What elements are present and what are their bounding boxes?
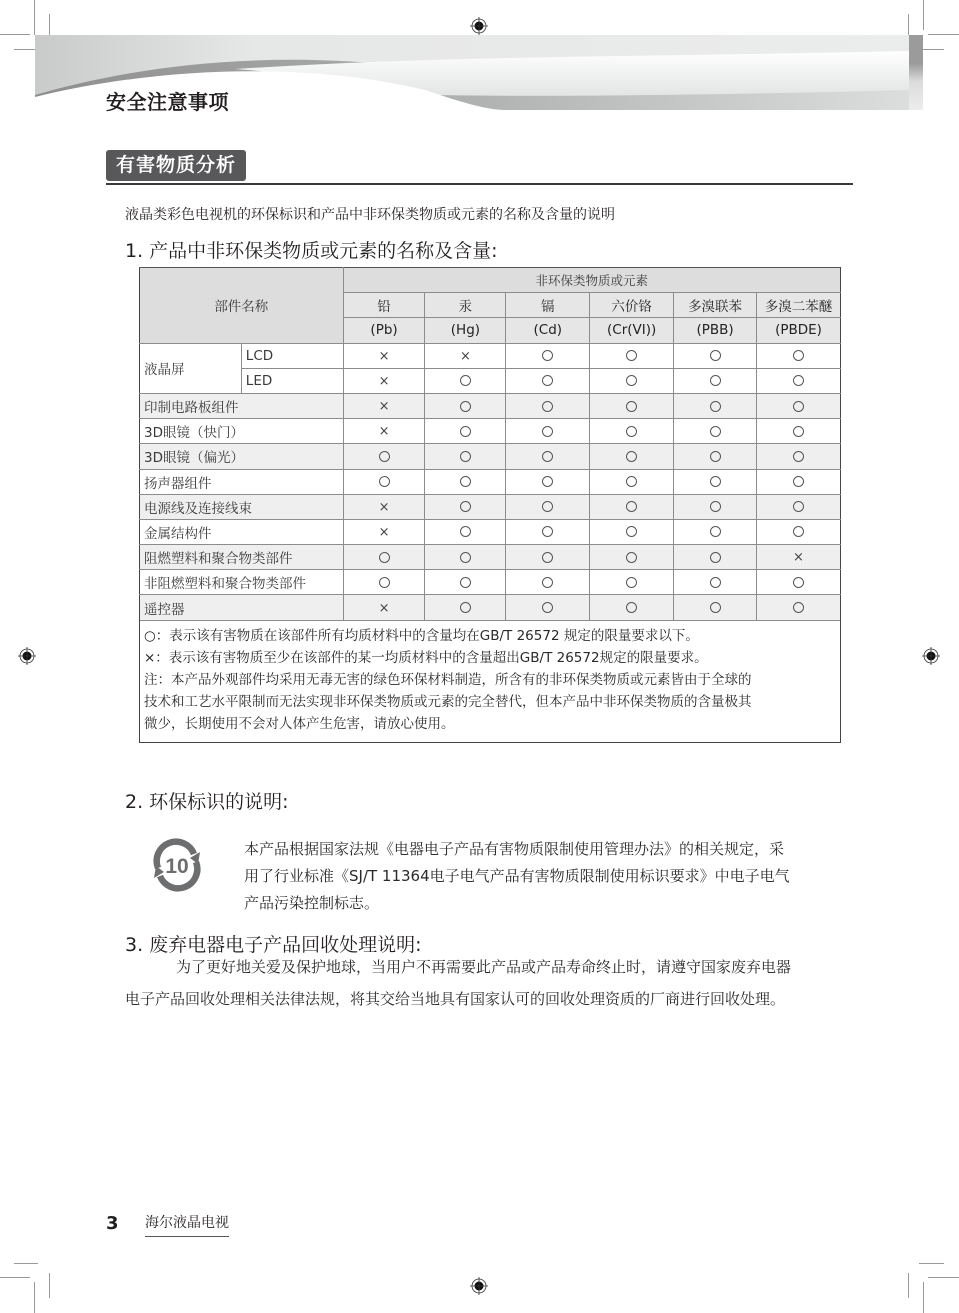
substance-value-cell: [343, 519, 425, 544]
compliant-circle-icon: [793, 426, 804, 437]
substance-value-cell: [590, 393, 674, 418]
sub-part-cell: LED: [241, 368, 343, 393]
compliant-circle-icon: [626, 350, 637, 361]
compliant-circle-icon: [379, 577, 390, 588]
part-name-cell: 阻燃塑料和聚合物类部件: [140, 545, 344, 570]
substance-value-cell: [506, 570, 590, 595]
exceeds-cross-icon: ×: [793, 550, 804, 566]
compliant-circle-icon: [460, 375, 471, 386]
compliant-circle-icon: [793, 375, 804, 386]
table-notes: [139, 620, 841, 743]
column-header: 多溴二苯醚: [757, 293, 841, 318]
part-name-cell: 金属结构件: [140, 519, 344, 544]
part-name-cell: 3D眼镜（偏光）: [140, 444, 344, 469]
note-line: 技术和工艺水平限制而无法实现非环保类物质或元素的完全替代，但本产品中非环保类物质的含量极其: [144, 694, 752, 710]
compliant-circle-icon: [793, 526, 804, 537]
crop-mark: [34, 0, 35, 35]
substance-value-cell: [590, 494, 674, 519]
compliant-circle-icon: [542, 476, 553, 487]
substance-value-cell: [425, 570, 506, 595]
substance-value-cell: [757, 545, 841, 570]
substance-value-cell: [674, 368, 757, 393]
compliant-circle-icon: [379, 552, 390, 563]
column-symbol: (Cr(VI)): [590, 318, 674, 343]
substance-value-cell: [590, 469, 674, 494]
substance-value-cell: [506, 545, 590, 570]
note-line: ○：表示该有害物质在该部件所有均质材料中的含量均在GB/T 26572 规定的限量要求以下。: [144, 628, 699, 644]
substance-value-cell: [343, 393, 425, 418]
substance-value-cell: [674, 519, 757, 544]
crop-mark: [923, 0, 924, 30]
substance-value-cell: [757, 570, 841, 595]
compliant-circle-icon: [460, 602, 471, 613]
substance-value-cell: [425, 419, 506, 444]
substance-value-cell: [757, 393, 841, 418]
substance-value-cell: [757, 343, 841, 368]
substance-value-cell: [506, 469, 590, 494]
section-tag: 有害物质分析: [106, 150, 246, 181]
compliant-circle-icon: [793, 501, 804, 512]
substance-value-cell: [590, 519, 674, 544]
compliant-circle-icon: [379, 451, 390, 462]
table-row: [140, 393, 841, 418]
substance-value-cell: [506, 419, 590, 444]
substance-value-cell: [590, 343, 674, 368]
part-name-cell: 液晶屏: [140, 343, 242, 393]
substance-value-cell: [590, 419, 674, 444]
substance-value-cell: [343, 469, 425, 494]
note-line: 注：本产品外观部件均采用无毒无害的绿色环保材料制造，所含有的非环保类物质或元素皆由于全球的: [144, 672, 752, 688]
column-header: 汞: [425, 293, 506, 318]
table-row: [140, 595, 841, 620]
registration-mark-icon: [18, 647, 36, 665]
compliant-circle-icon: [542, 552, 553, 563]
compliant-circle-icon: [710, 375, 721, 386]
substance-value-cell: [674, 545, 757, 570]
part-name-header: 部件名称: [140, 268, 344, 344]
exceeds-cross-icon: ×: [378, 348, 390, 364]
compliant-circle-icon: [793, 476, 804, 487]
compliant-circle-icon: [542, 526, 553, 537]
compliant-circle-icon: [460, 552, 471, 563]
substance-value-cell: [506, 444, 590, 469]
compliant-circle-icon: [626, 602, 637, 613]
compliant-circle-icon: [460, 476, 471, 487]
exceeds-cross-icon: ×: [459, 348, 471, 364]
table-row: [140, 570, 841, 595]
compliant-circle-icon: [793, 577, 804, 588]
substance-value-cell: [757, 444, 841, 469]
crop-mark: [919, 1263, 944, 1264]
substance-value-cell: [674, 595, 757, 620]
compliant-circle-icon: [710, 350, 721, 361]
crop-mark: [0, 1277, 30, 1278]
substance-value-cell: [343, 368, 425, 393]
compliant-circle-icon: [626, 501, 637, 512]
column-header: 铅: [343, 293, 425, 318]
exceeds-cross-icon: ×: [378, 373, 390, 389]
substance-value-cell: [757, 469, 841, 494]
part2-heading: 2. 环保标识的说明:: [125, 791, 289, 813]
footer-brand: 海尔液晶电视: [145, 1212, 229, 1237]
compliant-circle-icon: [710, 501, 721, 512]
hazardous-substances-table: [139, 267, 841, 621]
substance-value-cell: [425, 444, 506, 469]
substance-value-cell: [506, 368, 590, 393]
column-symbol: (PBDE): [757, 318, 841, 343]
compliant-circle-icon: [710, 577, 721, 588]
compliant-circle-icon: [710, 552, 721, 563]
exceeds-cross-icon: ×: [378, 524, 390, 540]
column-header: 六价铬: [590, 293, 674, 318]
efup-10-recycle-icon: [150, 838, 204, 892]
note-line: 微少，长期使用不会对人体产生危害，请放心使用。: [144, 716, 455, 732]
registration-mark-icon: [470, 17, 488, 35]
part-name-cell: 电源线及连接线束: [140, 494, 344, 519]
part-name-cell: 印制电路板组件: [140, 393, 344, 418]
part3-heading: 3. 废弃电器电子产品回收处理说明:: [125, 934, 422, 956]
compliant-circle-icon: [542, 451, 553, 462]
compliant-circle-icon: [542, 501, 553, 512]
part-name-cell: 3D眼镜（快门）: [140, 419, 344, 444]
crop-mark: [14, 1263, 38, 1264]
substance-value-cell: [674, 469, 757, 494]
compliant-circle-icon: [793, 350, 804, 361]
substance-value-cell: [590, 595, 674, 620]
table-row: [140, 494, 841, 519]
substance-value-cell: [343, 545, 425, 570]
part2-body: [244, 836, 854, 917]
compliant-circle-icon: [626, 552, 637, 563]
table-row: [140, 444, 841, 469]
substance-value-cell: [590, 545, 674, 570]
svg-text:10: 10: [165, 855, 189, 878]
substance-value-cell: [343, 595, 425, 620]
section-divider: [106, 183, 853, 185]
crop-mark: [49, 1273, 50, 1298]
registration-mark-icon: [922, 647, 940, 665]
body-line: 用了行业标准《SJ/T 11364电子电气产品有害物质限制使用标识要求》中电子电气: [244, 867, 790, 885]
substance-value-cell: [674, 570, 757, 595]
registration-mark-icon: [470, 1277, 488, 1295]
part1-heading: 1. 产品中非环保类物质或元素的名称及含量:: [125, 240, 498, 262]
substance-value-cell: [425, 545, 506, 570]
substance-value-cell: [757, 494, 841, 519]
substance-value-cell: [674, 419, 757, 444]
compliant-circle-icon: [542, 350, 553, 361]
table-row: [140, 343, 841, 368]
page-number: 3: [106, 1213, 119, 1234]
part-name-cell: 扬声器组件: [140, 469, 344, 494]
compliant-circle-icon: [793, 451, 804, 462]
substance-value-cell: [757, 595, 841, 620]
banner-side-tab: [909, 35, 923, 110]
part3-body-line: 电子产品回收处理相关法律法规，将其交给当地具有国家认可的回收处理资质的厂商进行回收处理。: [125, 990, 786, 1008]
exceeds-cross-icon: ×: [378, 499, 390, 515]
chapter-title: 安全注意事项: [106, 90, 229, 114]
compliant-circle-icon: [626, 476, 637, 487]
crop-mark: [34, 1282, 35, 1313]
substance-value-cell: [343, 570, 425, 595]
compliant-circle-icon: [626, 401, 637, 412]
substance-value-cell: [425, 595, 506, 620]
compliant-circle-icon: [460, 501, 471, 512]
compliant-circle-icon: [542, 577, 553, 588]
substance-value-cell: [343, 419, 425, 444]
compliant-circle-icon: [710, 401, 721, 412]
substance-value-cell: [757, 419, 841, 444]
substance-value-cell: [425, 494, 506, 519]
compliant-circle-icon: [710, 426, 721, 437]
part3-body-line: 为了更好地关爱及保护地球，当用户不再需要此产品或产品寿命终止时，请遵守国家废弃电器: [176, 958, 792, 976]
substance-value-cell: [425, 343, 506, 368]
compliant-circle-icon: [793, 602, 804, 613]
substance-value-cell: [343, 343, 425, 368]
substance-value-cell: [425, 519, 506, 544]
compliant-circle-icon: [542, 426, 553, 437]
substance-value-cell: [425, 393, 506, 418]
note-line: ×：表示该有害物质至少在该部件的某一均质材料中的含量超出GB/T 26572规定的限量要求。: [144, 650, 708, 666]
crop-mark: [928, 34, 959, 35]
body-line: 本产品根据国家法规《电器电子产品有害物质限制使用管理办法》的相关规定，采: [244, 840, 785, 858]
table-row: [140, 368, 841, 393]
column-symbol: (Pb): [343, 318, 425, 343]
compliant-circle-icon: [626, 526, 637, 537]
column-header: 多溴联苯: [674, 293, 757, 318]
exceeds-cross-icon: ×: [378, 424, 390, 440]
crop-mark: [923, 1282, 924, 1313]
compliant-circle-icon: [542, 375, 553, 386]
substance-value-cell: [506, 393, 590, 418]
compliant-circle-icon: [460, 401, 471, 412]
compliant-circle-icon: [626, 375, 637, 386]
compliant-circle-icon: [460, 426, 471, 437]
crop-mark: [908, 1273, 909, 1298]
table-row: [140, 419, 841, 444]
substance-value-cell: [674, 343, 757, 368]
compliant-circle-icon: [460, 451, 471, 462]
compliant-circle-icon: [542, 602, 553, 613]
compliant-circle-icon: [710, 476, 721, 487]
substance-value-cell: [590, 570, 674, 595]
crop-mark: [928, 1277, 959, 1278]
substance-value-cell: [343, 444, 425, 469]
compliant-circle-icon: [626, 577, 637, 588]
compliant-circle-icon: [379, 476, 390, 487]
substance-value-cell: [757, 368, 841, 393]
substance-value-cell: [506, 494, 590, 519]
exceeds-cross-icon: ×: [378, 600, 390, 616]
compliant-circle-icon: [460, 526, 471, 537]
column-symbol: (Hg): [425, 318, 506, 343]
body-line: 产品污染控制标志。: [244, 894, 380, 912]
substance-value-cell: [506, 343, 590, 368]
compliant-circle-icon: [710, 602, 721, 613]
column-header: 镉: [506, 293, 590, 318]
substance-value-cell: [506, 519, 590, 544]
table-row: [140, 519, 841, 544]
column-symbol: (Cd): [506, 318, 590, 343]
substance-value-cell: [425, 368, 506, 393]
compliant-circle-icon: [460, 577, 471, 588]
substance-value-cell: [425, 469, 506, 494]
compliant-circle-icon: [710, 451, 721, 462]
table-row: [140, 545, 841, 570]
column-symbol: (PBB): [674, 318, 757, 343]
substance-value-cell: [506, 595, 590, 620]
substance-value-cell: [590, 444, 674, 469]
compliant-circle-icon: [626, 451, 637, 462]
sub-part-cell: LCD: [241, 343, 343, 368]
substance-value-cell: [674, 444, 757, 469]
compliant-circle-icon: [626, 426, 637, 437]
part-name-cell: 遥控器: [140, 595, 344, 620]
substance-value-cell: [590, 368, 674, 393]
substances-group-header: 非环保类物质或元素: [343, 268, 840, 293]
compliant-circle-icon: [542, 401, 553, 412]
compliant-circle-icon: [793, 401, 804, 412]
exceeds-cross-icon: ×: [378, 399, 390, 415]
table-row: [140, 469, 841, 494]
substance-value-cell: [674, 393, 757, 418]
substance-value-cell: [674, 494, 757, 519]
substance-value-cell: [343, 494, 425, 519]
crop-mark: [0, 34, 30, 35]
compliant-circle-icon: [710, 526, 721, 537]
part-name-cell: 非阻燃塑料和聚合物类部件: [140, 570, 344, 595]
intro-text: 液晶类彩色电视机的环保标识和产品中非环保类物质或元素的名称及含量的说明: [125, 207, 615, 223]
substance-value-cell: [757, 519, 841, 544]
